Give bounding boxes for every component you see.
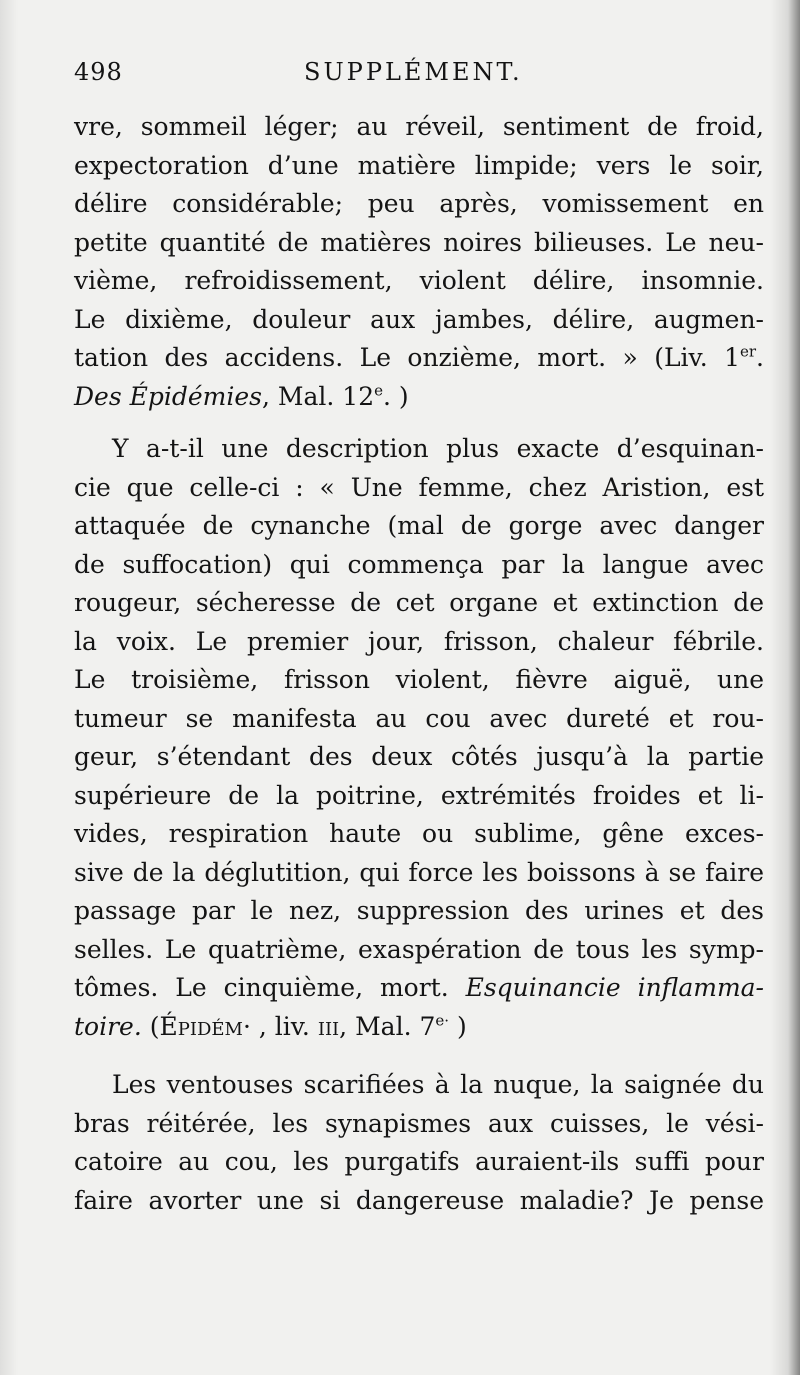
text-run: tômes. Le cinquième, mort. xyxy=(74,973,466,1002)
text-line: de suffocation) qui commença par la langue avec xyxy=(74,549,764,579)
small-caps-title: Épidém xyxy=(159,1011,243,1041)
text-line xyxy=(74,1008,764,1047)
text-line: délire considérable; peu après, vomissement en xyxy=(74,189,764,218)
text-run: , Mal. 7 xyxy=(339,1011,436,1041)
text-run: , Mal. 12 xyxy=(262,381,375,411)
page-shadow-left xyxy=(0,0,18,1375)
text-run: ( xyxy=(141,1011,160,1041)
page-header xyxy=(74,58,764,104)
text-run: · , liv. xyxy=(242,1011,318,1041)
superscript: e xyxy=(374,381,383,400)
text-line: bras réitérée, les synapismes aux cuisses, le vési- xyxy=(74,1108,764,1138)
text-run: tation des accidens. Le onzième, mort. » (Liv. 1 xyxy=(74,343,740,372)
paragraph-2 xyxy=(74,430,764,1046)
text-line: rougeur, sécheresse de cet organe et extinction de xyxy=(74,588,764,617)
text-run: . xyxy=(756,343,764,372)
italic-term: toire. xyxy=(74,1011,142,1041)
paragraph-3 xyxy=(74,1066,764,1220)
paragraph-1 xyxy=(74,108,764,416)
text-line: la voix. Le premier jour, frisson, chaleur fébrile. xyxy=(74,626,764,656)
small-caps-numeral: iii xyxy=(317,1011,340,1041)
text-run: ) xyxy=(449,1011,467,1041)
text-line: vième, refroidissement, violent délire, insomnie. xyxy=(74,266,764,295)
text-line: expectoration d’une matière limpide; vers le soir, xyxy=(74,150,764,180)
text-line xyxy=(74,969,764,1008)
italic-title: Des Épidémies xyxy=(74,381,262,411)
text-line: Les ventouses scarifiées à la nuque, la saignée du xyxy=(112,1070,764,1099)
text-line: geur, s’étendant des deux côtés jusqu’à la partie xyxy=(74,742,764,771)
text-line: sive de la déglutition, qui force les boissons à se faire xyxy=(74,857,764,887)
text-line xyxy=(74,378,764,417)
superscript: e· xyxy=(435,1011,450,1030)
page-text xyxy=(74,58,764,1220)
text-line: supérieure de la poitrine, extrémités froides et li- xyxy=(74,780,764,810)
text-line: Le troisième, frisson violent, fièvre aiguë, une xyxy=(74,665,764,694)
text-line: tumeur se manifesta au cou avec dureté et rou- xyxy=(74,703,764,733)
paragraph-spacer xyxy=(74,1046,764,1066)
text-run: . ) xyxy=(383,381,409,411)
page-shadow-right xyxy=(770,0,800,1375)
text-line: faire avorter une si dangereuse maladie? Je pense xyxy=(74,1185,764,1215)
paragraph-spacer xyxy=(74,416,764,430)
text-line: vides, respiration haute ou sublime, gêne exces- xyxy=(74,819,764,848)
text-line: selles. Le quatrième, exaspération de tous les symp- xyxy=(74,934,764,964)
text-line: catoire au cou, les purgatifs auraient-ils suffi pour xyxy=(74,1147,764,1176)
italic-term: Esquinancie inflamma- xyxy=(465,973,765,1002)
text-line: Le dixième, douleur aux jambes, délire, augmen- xyxy=(74,304,764,334)
text-line: vre, sommeil léger; au réveil, sentiment de froid, xyxy=(74,112,764,141)
running-head: SUPPLÉMENT. xyxy=(304,58,523,86)
text-line: cie que celle-ci : « Une femme, chez Aristion, est xyxy=(74,472,764,502)
text-line: passage par le nez, suppression des urines et des xyxy=(74,896,764,925)
text-line xyxy=(74,339,764,378)
page-number: 498 xyxy=(74,58,123,86)
superscript: er xyxy=(739,342,757,361)
text-line: petite quantité de matières noires bilieuses. Le neu- xyxy=(74,227,764,257)
text-line: attaquée de cynanche (mal de gorge avec danger xyxy=(74,511,764,540)
text-line: Y a-t-il une description plus exacte d’esquinan- xyxy=(112,434,764,463)
